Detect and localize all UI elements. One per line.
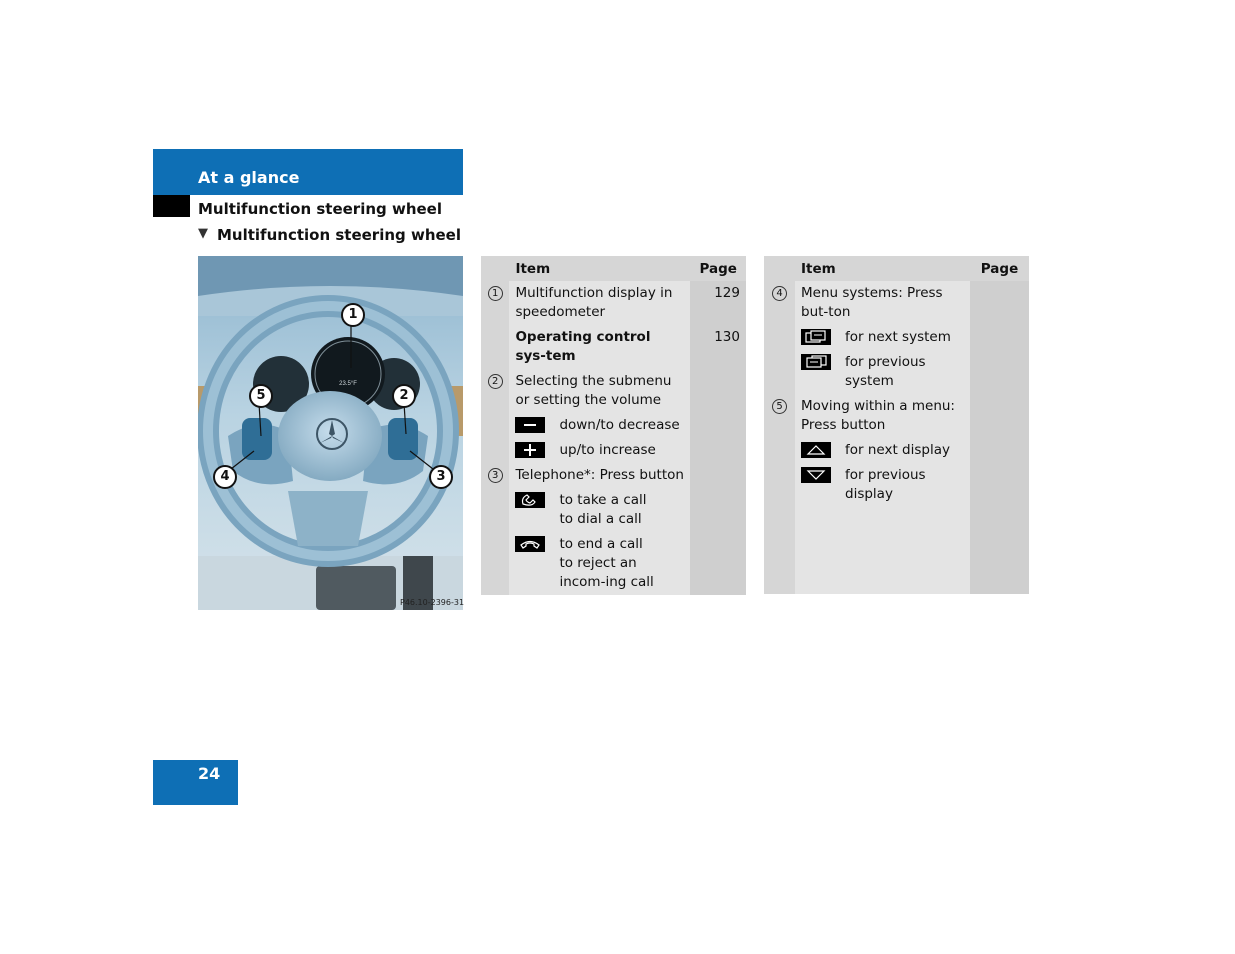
steering-wheel-photo (198, 256, 463, 610)
plus-key-icon (515, 442, 545, 458)
steering-wheel-illustration (198, 256, 463, 610)
previous-system-key-icon (801, 354, 831, 370)
subsection-title: Multifunction steering wheel (198, 200, 442, 218)
reject-call-text: to reject an incom-ing call (559, 555, 654, 590)
section-tab-marker (153, 195, 190, 217)
page-number-box (153, 760, 238, 805)
plus-label: up/to increase (559, 442, 656, 458)
svg-text:23.5°F: 23.5°F (339, 381, 357, 387)
header-num (764, 256, 795, 281)
item-text: Menu systems: Press but-ton (801, 285, 943, 320)
header-page: Page (970, 256, 1029, 281)
end-call-text: to end a call (559, 536, 643, 552)
phone-pickup-icon (515, 492, 545, 508)
item-text: Multifunction display in speedometer (515, 285, 673, 320)
minus-label: down/to decrease (559, 417, 680, 433)
item-number: 2 (488, 374, 503, 389)
up-arrow-key-icon (801, 442, 831, 458)
down-arrow-key-icon (801, 467, 831, 483)
item-text: Selecting the submenu or setting the volume (515, 373, 672, 408)
header-item: Item (509, 256, 690, 281)
triangle-marker-icon: ▼ (198, 226, 208, 241)
item-number: 1 (488, 286, 503, 301)
item-number: 3 (488, 468, 503, 483)
item-number: 5 (772, 399, 787, 414)
header-num (481, 256, 509, 281)
callout-4: 4 (213, 465, 237, 489)
item-text: Telephone*: Press button (515, 467, 684, 483)
dial-call-text: to dial a call (559, 511, 642, 527)
item-number: 4 (772, 286, 787, 301)
take-call-text: to take a call (559, 492, 647, 508)
previous-system-label: for previous system (845, 354, 926, 389)
item-text: Moving within a menu: Press button (801, 398, 955, 433)
phone-hangup-icon (515, 536, 545, 552)
item-text: Operating control sys-tem (515, 329, 651, 364)
page-ref: 129 (714, 285, 740, 301)
page-ref: 130 (714, 329, 740, 345)
items-table-2 (764, 256, 1029, 594)
previous-display-label: for previous display (845, 467, 926, 502)
next-system-key-icon (801, 329, 831, 345)
page-heading: Multifunction steering wheel (217, 226, 461, 244)
header-item: Item (795, 256, 970, 281)
callout-5: 5 (249, 384, 273, 408)
callout-1: 1 (341, 303, 365, 327)
items-table-1 (481, 256, 746, 595)
minus-key-icon (515, 417, 545, 433)
page-number: 24 (198, 764, 221, 783)
next-system-label: for next system (845, 329, 951, 345)
header-page: Page (690, 256, 746, 281)
image-code: P46.10-2396-31 (400, 598, 465, 607)
section-title: At a glance (198, 168, 300, 187)
callout-2: 2 (392, 384, 416, 408)
callout-3: 3 (429, 465, 453, 489)
next-display-label: for next display (845, 442, 950, 458)
